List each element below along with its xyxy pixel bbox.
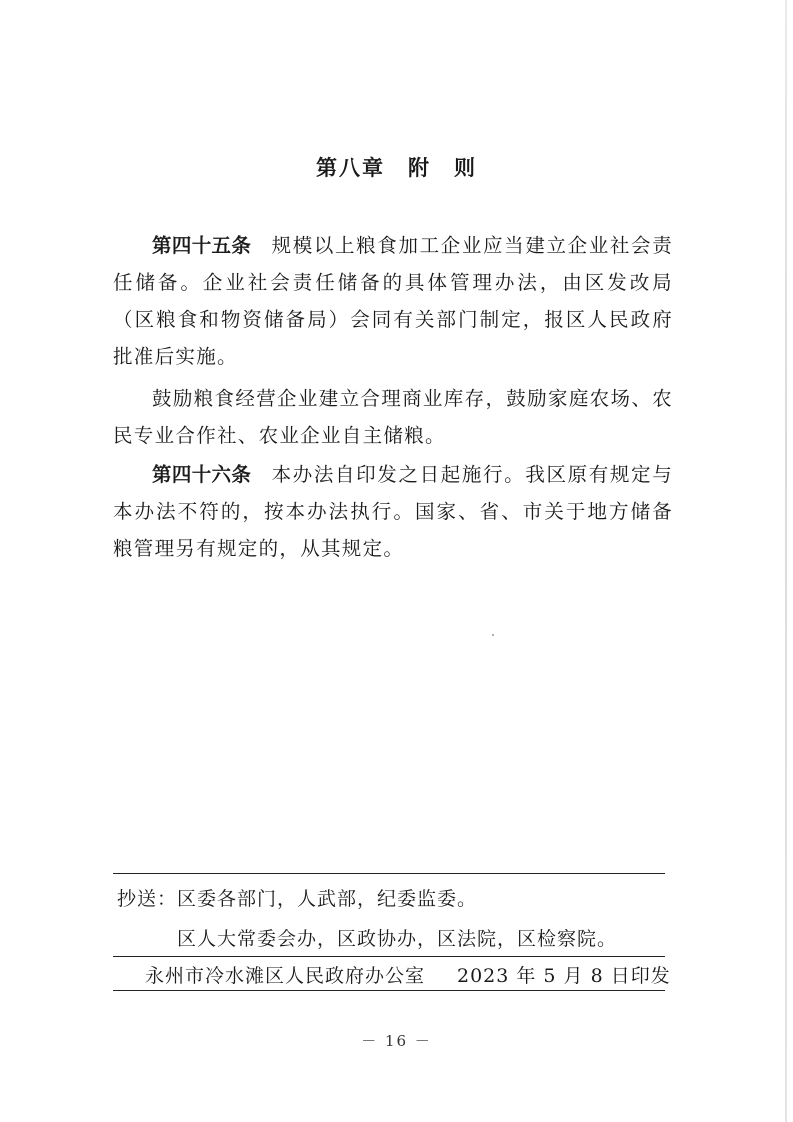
article-45-paragraph <box>113 227 673 375</box>
cc-recipients-2: 区人大常委会办，区政协办，区法院，区检察院。 <box>177 928 618 950</box>
article-45-supplement <box>113 380 673 454</box>
article-label: 第四十五条 <box>152 234 252 257</box>
cc-line-2 <box>177 924 617 951</box>
supplement-paragraph <box>113 380 673 454</box>
distribution-top-rule <box>113 873 665 874</box>
article-46 <box>113 456 673 567</box>
article-label: 第四十六条 <box>152 463 252 486</box>
cc-label: 抄送： <box>117 888 178 910</box>
article-46-paragraph <box>113 456 673 567</box>
chapter-title: 第八章 附 则 <box>316 156 477 180</box>
article-text: 本办法自印发之日起施行。我区原有规定与本办法不符的，按本办法执行。国家、省、市关于地方储备粮管理另有规定的，从其规定。 <box>113 463 673 560</box>
cc-line-1 <box>117 884 477 911</box>
distribution-middle-rule <box>113 956 665 957</box>
distribution-bottom-rule <box>113 990 665 991</box>
page-number: － 16 － <box>361 1032 432 1050</box>
article-45 <box>113 227 673 375</box>
cc-recipients-1: 区委各部门，人武部，纪委监委。 <box>177 888 478 910</box>
issuing-office: 永州市冷水滩区人民政府办公室 <box>145 965 426 987</box>
article-text: 鼓励粮食经营企业建立合理商业库存，鼓励家庭农场、农民专业合作社、农业企业自主储粮。 <box>113 387 673 447</box>
article-text: 规模以上粮食加工企业应当建立企业社会责任储备。企业社会责任储备的具体管理办法，由区发改局（区粮食和物资储备局）会同有关部门制定，报区人民政府批准后实施。 <box>113 234 673 368</box>
issue-date: 2023 年 5 月 8 日印发 <box>457 965 671 987</box>
scan-speck <box>492 634 494 636</box>
